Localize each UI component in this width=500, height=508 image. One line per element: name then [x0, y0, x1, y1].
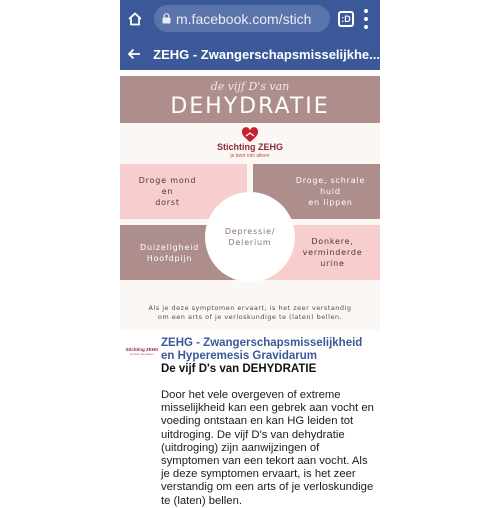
symptom-text: Droge, schrale huid en lippen [295, 176, 366, 207]
post-image[interactable] [120, 76, 380, 330]
facebook-header [120, 38, 380, 70]
heart-logo-icon [241, 127, 259, 143]
image-banner [120, 76, 380, 123]
logo-tagline: je bent niet alleen [230, 153, 270, 159]
center-text: Depressie/ Delerium [224, 227, 276, 247]
browser-toolbar [120, 0, 380, 38]
banner-title: DEHYDRATIE [170, 94, 330, 119]
image-footer-text: Als je deze symptomen ervaart, is het zeer verstandig om een arts of je verloskundige te (laten) bellen. [148, 304, 352, 321]
home-button[interactable] [120, 0, 150, 38]
lock-icon [162, 13, 171, 24]
page-title: ZEHG - Zwangerschapsmisselijkhe... [153, 46, 380, 62]
symptom-text: Droge mond en dorst [138, 176, 197, 207]
home-icon [127, 11, 143, 27]
more-vert-icon[interactable] [361, 9, 371, 29]
banner-subtitle: de vijf D's van [210, 80, 290, 93]
back-arrow-icon [127, 47, 141, 61]
logo-name: Stichting ZEHG [217, 142, 283, 152]
avatar-name: Stichting ZEHG [125, 347, 159, 352]
symptom-text: Donkere, verminderde urine [302, 237, 363, 268]
back-button[interactable] [120, 38, 147, 70]
avatar-tagline: je bent niet alleen [130, 352, 154, 356]
phone-screen [120, 0, 380, 507]
left-margin [0, 0, 120, 500]
center-circle [205, 192, 295, 282]
post-author-link[interactable]: ZEHG - Zwangerschapsmisselijkheid en Hyperemesis Gravidarum [161, 337, 363, 362]
tab-switcher-button[interactable]: :D [338, 11, 354, 27]
url-text: m.facebook.com/stich [176, 10, 312, 27]
avatar[interactable] [124, 347, 160, 361]
post-body-text: Door het vele overgeven of extreme misselijkheid kan een gebrek aan vocht en voeding ontstaan en kan HG leiden tot uitdroging. De vijf D's van dehydratie (uitdroging) zijn aanwijzingen of symptomen van een tekort aan vocht. Als je deze symptomen ervaart, is het zeer verstandig om een arts of je verloskundige te (laten) bellen. [161, 389, 374, 507]
right-margin [380, 0, 500, 500]
symptom-text: Duizeligheid Hoofdpijn [140, 242, 199, 263]
post-headline: De vijf D's van DEHYDRATIE [161, 363, 317, 375]
logo [120, 127, 380, 162]
url-bar[interactable] [154, 5, 330, 32]
